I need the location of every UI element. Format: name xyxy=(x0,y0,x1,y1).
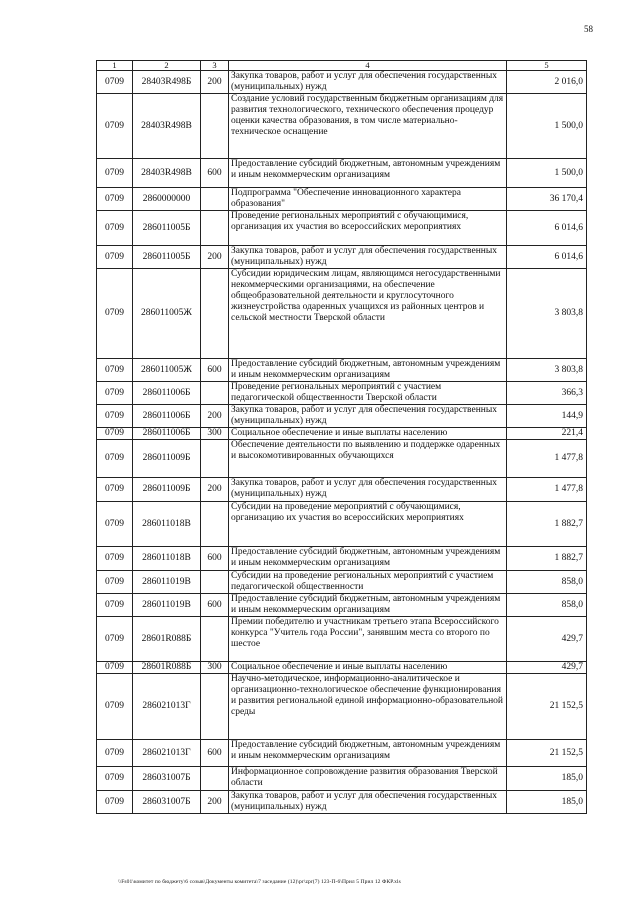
table-row xyxy=(97,359,587,382)
description-cell: Закупка товаров, работ и услуг для обеспечения государственных (муниципальных) нужд xyxy=(229,246,507,269)
section-code-cell: 0709 xyxy=(97,674,133,740)
table-row xyxy=(97,594,587,617)
expense-type-cell xyxy=(201,674,229,740)
expense-type-cell: 200 xyxy=(201,791,229,814)
section-code-cell: 0709 xyxy=(97,740,133,767)
expense-type-cell xyxy=(201,211,229,246)
section-code-cell: 0709 xyxy=(97,269,133,359)
table-row xyxy=(97,740,587,767)
expense-type-cell xyxy=(201,188,229,211)
amount-cell: 1 882,7 xyxy=(507,502,587,547)
table-row xyxy=(97,246,587,269)
table-header-row xyxy=(97,61,587,71)
target-article-cell: 286031007Б xyxy=(133,767,201,791)
target-article-cell: 286011005Б xyxy=(133,246,201,269)
description-cell: Закупка товаров, работ и услуг для обеспечения государственных (муниципальных) нужд xyxy=(229,71,507,94)
expense-type-cell: 600 xyxy=(201,547,229,571)
table-row xyxy=(97,269,587,359)
expense-type-cell xyxy=(201,571,229,594)
section-code-cell: 0709 xyxy=(97,405,133,428)
target-article-cell: 286011018В xyxy=(133,547,201,571)
amount-cell: 429,7 xyxy=(507,617,587,662)
target-article-cell: 28403R498В xyxy=(133,159,201,188)
target-article-cell: 28601R088Б xyxy=(133,662,201,674)
column-header: 3 xyxy=(201,61,229,71)
description-cell: Закупка товаров, работ и услуг для обеспечения государственных (муниципальных) нужд xyxy=(229,791,507,814)
target-article-cell: 286011009Б xyxy=(133,478,201,502)
table-row xyxy=(97,617,587,662)
target-article-cell: 286011006Б xyxy=(133,405,201,428)
table-row xyxy=(97,547,587,571)
expense-type-cell xyxy=(201,440,229,478)
amount-cell: 185,0 xyxy=(507,767,587,791)
table-row xyxy=(97,767,587,791)
table-row xyxy=(97,478,587,502)
table-row xyxy=(97,71,587,94)
section-code-cell: 0709 xyxy=(97,617,133,662)
table-row xyxy=(97,791,587,814)
budget-table xyxy=(96,60,587,814)
description-cell: Научно-методическое, информационно-аналитическое и организационно-технологическое обеспечение функционирования и развития региональной единой информационно-образовательной среды xyxy=(229,674,507,740)
amount-cell: 6 014,6 xyxy=(507,211,587,246)
description-cell: Социальное обеспечение и иные выплаты населению xyxy=(229,428,507,440)
description-cell: Предоставление субсидий бюджетным, автономным учреждениям и иным некоммерческим организациям xyxy=(229,594,507,617)
section-code-cell: 0709 xyxy=(97,502,133,547)
expense-type-cell: 200 xyxy=(201,246,229,269)
table-row xyxy=(97,94,587,159)
amount-cell: 221,4 xyxy=(507,428,587,440)
description-cell: Обеспечение деятельности по выявлению и поддержке одаренных и высокомотивированных обучающихся xyxy=(229,440,507,478)
expense-type-cell: 600 xyxy=(201,594,229,617)
section-code-cell: 0709 xyxy=(97,382,133,405)
expense-type-cell xyxy=(201,502,229,547)
amount-cell: 3 803,8 xyxy=(507,269,587,359)
expense-type-cell: 300 xyxy=(201,428,229,440)
target-article-cell: 286011018В xyxy=(133,502,201,547)
section-code-cell: 0709 xyxy=(97,547,133,571)
target-article-cell: 286011019В xyxy=(133,571,201,594)
target-article-cell: 286011005Б xyxy=(133,211,201,246)
file-path-footer: \\Fs01\комитет по бюджету\6 созыв\Документы комитета\7 заседание (12)\pr\zpr(7) 123-П-6\Прил 5 Прил 12 ФКР.xls xyxy=(118,879,401,885)
table-row xyxy=(97,382,587,405)
page-number: 58 xyxy=(584,24,593,34)
amount-cell: 1 500,0 xyxy=(507,94,587,159)
description-cell: Премии победителю и участникам третьего этапа Всероссийского конкурса "Учитель года России", занявшим места со второго по шестое xyxy=(229,617,507,662)
amount-cell: 6 014,6 xyxy=(507,246,587,269)
expense-type-cell: 200 xyxy=(201,405,229,428)
table-row xyxy=(97,662,587,674)
section-code-cell: 0709 xyxy=(97,428,133,440)
expense-type-cell xyxy=(201,382,229,405)
table-row xyxy=(97,502,587,547)
table-row xyxy=(97,428,587,440)
description-cell: Создание условий государственным бюджетным организациям для развития технологического, технического обеспечения процедур оценки качества образования, в том числе материально-техническое оснащение xyxy=(229,94,507,159)
table-row xyxy=(97,674,587,740)
description-cell: Субсидии на проведение мероприятий с обучающимися, организацию их участия во всероссийских мероприятиях xyxy=(229,502,507,547)
target-article-cell: 2860000000 xyxy=(133,188,201,211)
section-code-cell: 0709 xyxy=(97,246,133,269)
target-article-cell: 28601R088Б xyxy=(133,617,201,662)
column-header: 5 xyxy=(507,61,587,71)
section-code-cell: 0709 xyxy=(97,159,133,188)
amount-cell: 858,0 xyxy=(507,571,587,594)
amount-cell: 2 016,0 xyxy=(507,71,587,94)
expense-type-cell xyxy=(201,94,229,159)
section-code-cell: 0709 xyxy=(97,94,133,159)
expense-type-cell: 200 xyxy=(201,71,229,94)
section-code-cell: 0709 xyxy=(97,791,133,814)
target-article-cell: 286011005Ж xyxy=(133,269,201,359)
description-cell: Предоставление субсидий бюджетным, автономным учреждениям и иным некоммерческим организациям xyxy=(229,359,507,382)
description-cell: Закупка товаров, работ и услуг для обеспечения государственных (муниципальных) нужд xyxy=(229,405,507,428)
description-cell: Предоставление субсидий бюджетным, автономным учреждениям и иным некоммерческим организациям xyxy=(229,740,507,767)
section-code-cell: 0709 xyxy=(97,767,133,791)
description-cell: Информационное сопровождение развития образования Тверской области xyxy=(229,767,507,791)
target-article-cell: 28403R498В xyxy=(133,94,201,159)
description-cell: Проведение региональных мероприятий с участием педагогической общественности Тверской области xyxy=(229,382,507,405)
section-code-cell: 0709 xyxy=(97,594,133,617)
amount-cell: 36 170,4 xyxy=(507,188,587,211)
expense-type-cell: 300 xyxy=(201,662,229,674)
target-article-cell: 286011006Б xyxy=(133,428,201,440)
section-code-cell: 0709 xyxy=(97,662,133,674)
amount-cell: 1 477,8 xyxy=(507,440,587,478)
target-article-cell: 286021013Г xyxy=(133,740,201,767)
expense-type-cell: 600 xyxy=(201,359,229,382)
target-article-cell: 286011005Ж xyxy=(133,359,201,382)
expense-type-cell xyxy=(201,269,229,359)
table-row xyxy=(97,211,587,246)
description-cell: Закупка товаров, работ и услуг для обеспечения государственных (муниципальных) нужд xyxy=(229,478,507,502)
column-header: 2 xyxy=(133,61,201,71)
description-cell: Субсидии на проведение региональных мероприятий с участием педагогической общественности xyxy=(229,571,507,594)
target-article-cell: 28403R498Б xyxy=(133,71,201,94)
amount-cell: 185,0 xyxy=(507,791,587,814)
target-article-cell: 286031007Б xyxy=(133,791,201,814)
expense-type-cell xyxy=(201,617,229,662)
target-article-cell: 286011009Б xyxy=(133,440,201,478)
amount-cell: 21 152,5 xyxy=(507,674,587,740)
target-article-cell: 286021013Г xyxy=(133,674,201,740)
column-header: 1 xyxy=(97,61,133,71)
description-cell: Предоставление субсидий бюджетным, автономным учреждениям и иным некоммерческим организациям xyxy=(229,159,507,188)
section-code-cell: 0709 xyxy=(97,359,133,382)
section-code-cell: 0709 xyxy=(97,440,133,478)
expense-type-cell: 600 xyxy=(201,740,229,767)
section-code-cell: 0709 xyxy=(97,71,133,94)
table-row xyxy=(97,188,587,211)
table-row xyxy=(97,440,587,478)
expense-type-cell xyxy=(201,767,229,791)
amount-cell: 429,7 xyxy=(507,662,587,674)
amount-cell: 366,3 xyxy=(507,382,587,405)
description-cell: Предоставление субсидий бюджетным, автономным учреждениям и иным некоммерческим организациям xyxy=(229,547,507,571)
expense-type-cell: 200 xyxy=(201,478,229,502)
description-cell: Субсидии юридическим лицам, являющимся негосударственными некоммерческими организациями, на обеспечение общеобразовательной деятельности и круглосуточного жизнеустройства одаренных учащихся из районных центров и сельской местности Тверской области xyxy=(229,269,507,359)
amount-cell: 1 500,0 xyxy=(507,159,587,188)
table-row xyxy=(97,405,587,428)
description-cell: Проведение региональных мероприятий с обучающимися, организация их участия во всероссийских мероприятиях xyxy=(229,211,507,246)
description-cell: Социальное обеспечение и иные выплаты населению xyxy=(229,662,507,674)
expense-type-cell: 600 xyxy=(201,159,229,188)
amount-cell: 1 882,7 xyxy=(507,547,587,571)
table-row xyxy=(97,159,587,188)
target-article-cell: 286011019В xyxy=(133,594,201,617)
section-code-cell: 0709 xyxy=(97,571,133,594)
table-row xyxy=(97,571,587,594)
amount-cell: 858,0 xyxy=(507,594,587,617)
section-code-cell: 0709 xyxy=(97,188,133,211)
description-cell: Подпрограмма "Обеспечение инновационного характера образования" xyxy=(229,188,507,211)
amount-cell: 21 152,5 xyxy=(507,740,587,767)
amount-cell: 3 803,8 xyxy=(507,359,587,382)
amount-cell: 1 477,8 xyxy=(507,478,587,502)
column-header: 4 xyxy=(229,61,507,71)
section-code-cell: 0709 xyxy=(97,211,133,246)
amount-cell: 144,9 xyxy=(507,405,587,428)
section-code-cell: 0709 xyxy=(97,478,133,502)
target-article-cell: 286011006Б xyxy=(133,382,201,405)
